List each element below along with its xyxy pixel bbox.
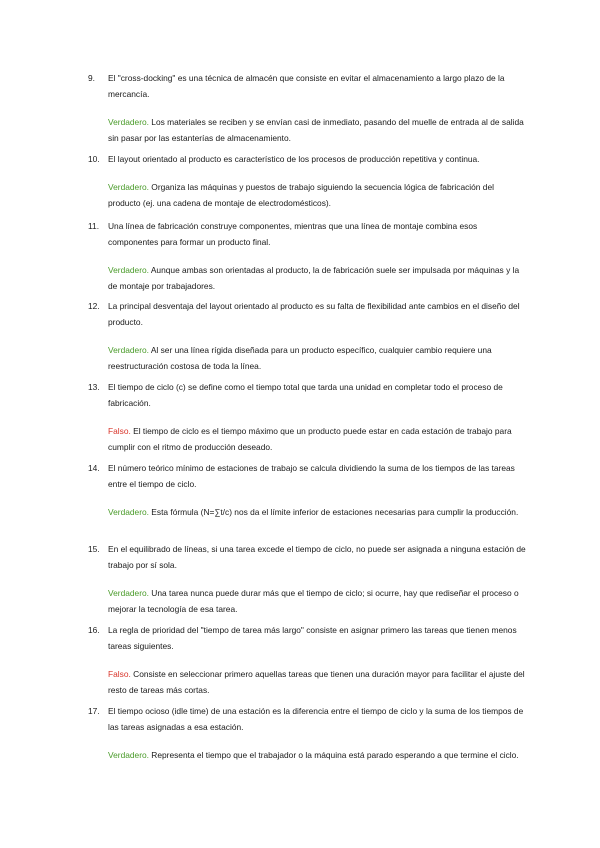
question-item xyxy=(88,218,528,294)
answer-explanation: Consiste en seleccionar primero aquellas tareas que tienen una duración mayor para facilitar el ajuste del resto de tareas más cortas. xyxy=(108,669,525,695)
question-number: 10. xyxy=(88,154,100,164)
verdict-label: Verdadero. xyxy=(108,588,149,598)
answer xyxy=(108,262,528,294)
question-number: 12. xyxy=(88,301,100,311)
answer-explanation: Esta fórmula (N=∑t/c) nos da el límite inferior de estaciones necesarias para cumplir la producción. xyxy=(148,507,519,517)
question-statement: Una línea de fabricación construye componentes, mientras que una línea de montaje combina esos componentes para formar un producto final. xyxy=(108,221,478,247)
answer-explanation: Al ser una línea rígida diseñada para un producto específico, cualquier cambio requiere una reestructuración costosa de toda la línea. xyxy=(108,345,492,371)
verdict-label: Falso. xyxy=(108,669,131,679)
answer xyxy=(108,179,528,211)
answer-explanation: Aunque ambas son orientadas al producto, la de fabricación suele ser impulsada por máquinas y la de montaje por trabajadores. xyxy=(108,265,520,291)
verdict-label: Verdadero. xyxy=(108,182,149,192)
answer xyxy=(108,666,528,698)
answer xyxy=(108,114,528,146)
question-statement: El tiempo de ciclo (c) se define como el tiempo total que tarda una unidad en completar todo el proceso de fabricación. xyxy=(108,382,503,408)
answer-explanation: Los materiales se reciben y se envían casi de inmediato, pasando del muelle de entrada al de salida sin pasar por las estanterías de almacenamiento. xyxy=(108,117,524,143)
question-statement: El número teórico mínimo de estaciones de trabajo se calcula dividiendo la suma de los tiempos de las tareas entre el tiempo de ciclo. xyxy=(108,463,515,489)
answer-explanation: El tiempo de ciclo es el tiempo máximo que un producto puede estar en cada estación de trabajo para cumplir con el ritmo de producción deseado. xyxy=(108,426,512,452)
verdict-label: Verdadero. xyxy=(108,117,149,127)
question-number: 13. xyxy=(88,382,100,392)
question-item xyxy=(88,151,528,211)
question-statement: El "cross-docking" es una técnica de almacén que consiste en evitar el almacenamiento a largo plazo de la mercancía. xyxy=(108,73,505,99)
question-item xyxy=(88,298,528,374)
question-item xyxy=(88,622,528,698)
answer-explanation: Representa el tiempo que el trabajador o la máquina está parado esperando a que termine el ciclo. xyxy=(148,750,519,760)
verdict-label: Verdadero. xyxy=(108,265,149,275)
question-statement: En el equilibrado de líneas, si una tarea excede el tiempo de ciclo, no puede ser asignada a ninguna estación de trabajo por sí sola. xyxy=(108,544,526,570)
question-number: 11. xyxy=(88,221,100,231)
question-statement: La principal desventaja del layout orientado al producto es su falta de flexibilidad ante cambios en el diseño del producto. xyxy=(108,301,520,327)
verdict-label: Verdadero. xyxy=(108,345,149,355)
question-number: 9. xyxy=(88,73,95,83)
question-statement: La regla de prioridad del "tiempo de tarea más largo" consiste en asignar primero las tareas que tienen menos tareas siguientes. xyxy=(108,625,517,651)
verdict-label: Falso. xyxy=(108,426,131,436)
answer xyxy=(108,504,528,520)
verdict-label: Verdadero. xyxy=(108,750,149,760)
question-statement: El tiempo ocioso (idle time) de una estación es la diferencia entre el tiempo de ciclo y la suma de los tiempos de las tareas asignadas a esa estación. xyxy=(108,706,524,732)
answer xyxy=(108,585,528,617)
answer-explanation: Organiza las máquinas y puestos de trabajo siguiendo la secuencia lógica de fabricación del producto (ej. una cadena de montaje de electrodomésticos). xyxy=(108,182,494,208)
question-number: 17. xyxy=(88,706,100,716)
question-number: 15. xyxy=(88,544,100,554)
question-number: 16. xyxy=(88,625,100,635)
answer-explanation: Una tarea nunca puede durar más que el tiempo de ciclo; si ocurre, hay que rediseñar el proceso o mejorar la tecnología de esa tarea. xyxy=(108,588,519,614)
question-item xyxy=(88,460,528,520)
answer xyxy=(108,342,528,374)
answer xyxy=(108,747,528,763)
answer xyxy=(108,423,528,455)
question-item xyxy=(88,703,528,763)
question-item xyxy=(88,379,528,455)
question-item xyxy=(88,541,528,617)
question-item xyxy=(88,70,528,146)
question-number: 14. xyxy=(88,463,100,473)
question-statement: El layout orientado al producto es característico de los procesos de producción repetitiva y continua. xyxy=(108,154,480,164)
verdict-label: Verdadero. xyxy=(108,507,149,517)
